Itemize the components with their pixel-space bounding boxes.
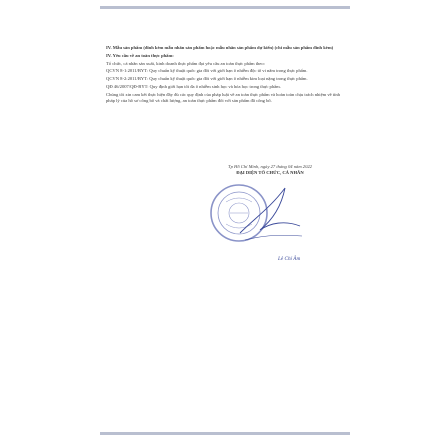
doc-line-qd-46: QĐ 46/2007/QĐ-BYT: Quy định giới hạn tối đa ô nhiễm sinh học và hóa học trong thực phẩm.: [106, 83, 281, 89]
doc-line-safety-heading: IV. Yêu cầu về an toàn thực phẩm:: [106, 52, 174, 58]
top-divider: [100, 6, 350, 9]
doc-line-safety-intro: Tổ chức, cá nhân sản xuất, kinh doanh thực phẩm đạt yêu cầu an toàn thực phẩm theo:: [106, 60, 265, 66]
doc-line-sample: IV. Mẫu sản phẩm (đính kèm mẫu nhãn sản phẩm hoặc mẫu nhãn sản phẩm dự kiến) (chi mẫu sản phẩm đính kèm): [106, 45, 334, 50]
doc-line-commitment: Chúng tôi xin cam kết thực hiện đầy đủ các quy định của pháp luật về an toàn thực phẩm và hoàn toàn chịu trách nhiệm về tính pháp lý của hồ sơ công bố và chất lượng, an toàn thực phẩm đối với sản phẩm đã công bố.: [106, 91, 340, 103]
document-body: [106, 45, 346, 106]
signer-name: Lê Chí Âm: [278, 256, 301, 262]
bottom-divider: [100, 432, 350, 435]
doc-line-qcvn-8-1: QCVN 8-1:2011/BYT: Quy chuẩn kỹ thuật quốc gia đối với giới hạn ô nhiễm độc tố vi nấm trong thực phẩm.: [106, 68, 308, 74]
signature-date: Tp Hồ Chí Minh, ngày 27 tháng 04 năm 2022: [228, 164, 312, 169]
signature-block: [200, 164, 340, 282]
doc-line-qcvn-8-2: QCVN 8-2:2011/BYT: Quy chuẩn kỹ thuật quốc gia đối với giới hạn ô nhiễm kim loại nặng trong thực phẩm.: [106, 76, 308, 82]
handwritten-signature-icon: [230, 178, 320, 248]
signature-role: ĐẠI DIỆN TỔ CHỨC, CÁ NHÂN: [236, 170, 304, 175]
